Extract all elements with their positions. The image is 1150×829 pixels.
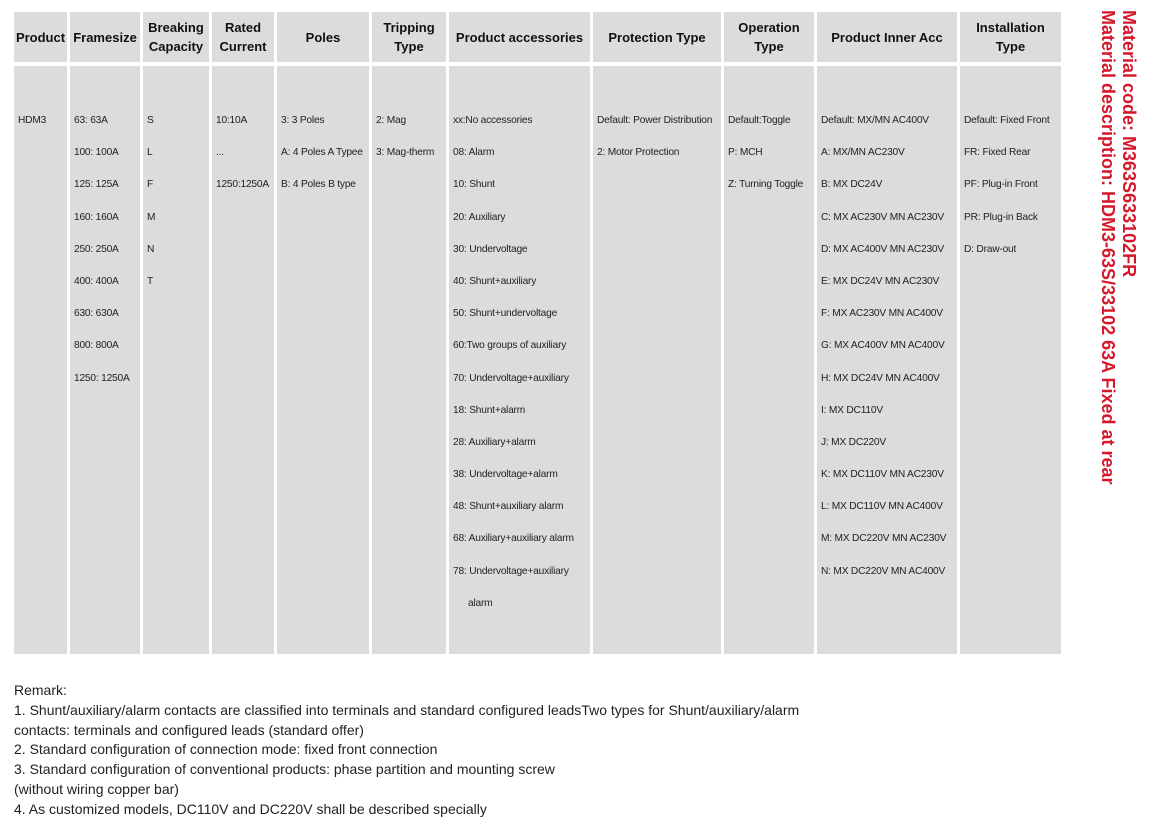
table-cell: 18: Shunt+alarm: [453, 404, 526, 416]
table-cell: 630: 630A: [74, 308, 119, 320]
table-cell: B: 4 Poles B type: [281, 179, 356, 191]
column-body: [960, 66, 1061, 654]
column-header: Protection Type: [593, 12, 721, 62]
table-cell: N: [147, 243, 155, 255]
table-cell: 400: 400A: [74, 275, 119, 287]
table-cell: H: MX DC24V MN AC400V: [821, 372, 940, 384]
table-cell: Z: Turning Toggle: [728, 179, 804, 191]
table-cell: 40: Shunt+auxiliary: [453, 275, 537, 287]
column-tripping-type: [372, 12, 446, 159]
column-framesize: [70, 12, 140, 384]
remarks-title: Remark:: [14, 682, 67, 698]
table-cell: 20: Auxiliary: [453, 211, 506, 223]
table-cell: L: MX DC110V MN AC400V: [821, 501, 943, 513]
column-body: [817, 66, 957, 654]
table-cell: 30: Undervoltage: [453, 243, 528, 255]
column-operation-type: [724, 12, 814, 191]
column-installation-type: [960, 12, 1061, 255]
table-cell: 125: 125A: [74, 179, 119, 191]
table-cell: 100: 100A: [74, 147, 119, 159]
column-product: [14, 12, 67, 126]
column-body: [14, 66, 67, 654]
material-description: Material description: HDM3-63S/33102 63A Fixed at rear: [1098, 10, 1118, 485]
table-cell: 2: Mag: [376, 115, 406, 126]
table-cell: 10: Shunt: [453, 179, 495, 191]
table-cell: 63: 63A: [74, 115, 108, 126]
remark-line: 1. Shunt/auxiliary/alarm contacts are classified into terminals and standard configured leadsTwo types for Shunt/auxiliary/alarm: [14, 701, 800, 718]
table-cell: E: MX DC24V MN AC230V: [821, 275, 940, 287]
table-cell: T: [147, 275, 154, 287]
table-cell: F: [147, 179, 154, 191]
column-header: Poles: [277, 12, 369, 62]
table-cell: I: MX DC110V: [821, 404, 883, 416]
column-header: Product: [14, 12, 67, 62]
table-cell: Default:Toggle: [728, 115, 791, 126]
table-cell: Default: Fixed Front: [964, 115, 1050, 126]
column-breaking-capacity: [143, 12, 209, 287]
table-cell: J: MX DC220V: [821, 436, 886, 448]
table-cell: G: MX AC400V MN AC400V: [821, 340, 945, 352]
table-cell: 1250:1250A: [216, 179, 269, 191]
table-cell: L: [147, 147, 153, 159]
table-cell: 3: Mag-therm: [376, 147, 435, 159]
material-code: Material code: M363S633102FR: [1119, 10, 1139, 278]
table-cell: 68: Auxiliary+auxiliary alarm: [453, 533, 574, 545]
table-cell: 800: 800A: [74, 340, 119, 352]
column-body: [593, 66, 721, 654]
table-cell: HDM3: [18, 115, 47, 126]
column-body: [70, 66, 140, 654]
table-cell: xx:No accessories: [453, 115, 533, 126]
column-body: [449, 66, 590, 654]
column-header: Rated Current: [212, 12, 274, 62]
column-product-accessories: [449, 12, 590, 609]
table-cell: 3: 3 Poles: [281, 115, 325, 126]
column-body: [372, 66, 446, 654]
table-cell: 10:10A: [216, 115, 248, 126]
column-body: [212, 66, 274, 654]
remark-line: 3. Standard configuration of conventional products: phase partition and mounting screw: [14, 761, 555, 778]
table-cell: 70: Undervoltage+auxiliary: [453, 372, 569, 384]
column-header: Operation Type: [724, 12, 814, 62]
table-cell: PR: Plug-in Back: [964, 211, 1038, 223]
table-cell: 250: 250A: [74, 243, 119, 255]
table-cell: 08: Alarm: [453, 147, 495, 159]
column-body: [143, 66, 209, 654]
remark-line: 2. Standard configuration of connection mode: fixed front connection: [14, 741, 438, 758]
table-cell: 38: Undervoltage+alarm: [453, 469, 558, 481]
table-cell: F: MX AC230V MN AC400V: [821, 308, 943, 320]
remarks-section: [14, 681, 1034, 820]
remark-line: contacts: terminals and configured leads (standard offer): [14, 721, 364, 738]
column-product-inner-acc: [817, 12, 957, 577]
column-body: [277, 66, 369, 654]
column-header: Breaking Capacity: [143, 12, 209, 62]
column-body: [724, 66, 814, 654]
material-info: [1097, 10, 1139, 485]
table-cell: FR: Fixed Rear: [964, 147, 1031, 159]
table-cell: 1250: 1250A: [74, 372, 130, 384]
table-cell: PF: Plug-in Front: [964, 179, 1038, 191]
table-cell: 60:Two groups of auxiliary: [453, 340, 567, 352]
table-cell: alarm: [468, 597, 493, 609]
column-protection-type: [593, 12, 721, 159]
table-cell: K: MX DC110V MN AC230V: [821, 469, 944, 481]
table-cell: ...: [216, 147, 224, 159]
table-cell: 2: Motor Protection: [597, 147, 680, 159]
column-header: Installation Type: [960, 12, 1061, 62]
table-cell: 48: Shunt+auxiliary alarm: [453, 501, 564, 513]
table-cell: 78: Undervoltage+auxiliary: [453, 565, 569, 577]
table-cell: Default: Power Distribution: [597, 115, 713, 126]
table-cell: D: Draw-out: [964, 243, 1017, 255]
column-poles: [277, 12, 369, 191]
remark-line: 4. As customized models, DC110V and DC220V shall be described specially: [14, 800, 487, 817]
table-cell: Default: MX/MN AC400V: [821, 115, 929, 126]
column-header: Product Inner Acc: [817, 12, 957, 62]
column-header: Tripping Type: [372, 12, 446, 62]
column-header: Product accessories: [449, 12, 590, 62]
column-header: Framesize: [70, 12, 140, 62]
table-cell: M: MX DC220V MN AC230V: [821, 533, 947, 545]
table-cell: C: MX AC230V MN AC230V: [821, 211, 944, 223]
table-cell: N: MX DC220V MN AC400V: [821, 565, 946, 577]
column-rated-current: [212, 12, 274, 191]
table-cell: 28: Auxiliary+alarm: [453, 436, 536, 448]
table-cell: S: [147, 115, 154, 126]
table-cell: 160: 160A: [74, 211, 119, 223]
table-cell: A: 4 Poles A Typee: [281, 147, 363, 159]
table-cell: B: MX DC24V: [821, 179, 883, 191]
table-cell: D: MX AC400V MN AC230V: [821, 243, 944, 255]
table-cell: A: MX/MN AC230V: [821, 147, 905, 159]
table-cell: M: [147, 211, 156, 223]
remark-line: (without wiring copper bar): [14, 780, 179, 797]
table-cell: P: MCH: [728, 147, 763, 159]
table-cell: 50: Shunt+undervoltage: [453, 308, 558, 320]
